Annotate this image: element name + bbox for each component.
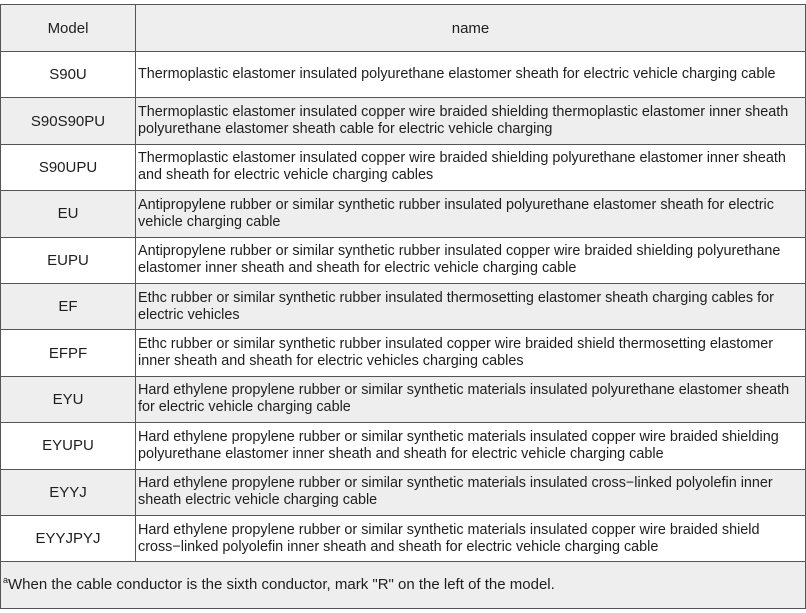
name-cell: Thermoplastic elastomer insulated polyurethane elastomer sheath for electric vehicle charging cable — [136, 52, 806, 98]
name-cell: Hard ethylene propylene rubber or similar synthetic materials insulated cross−linked polyolefin inner sheath electric vehicle charging cable — [136, 469, 806, 515]
cable-model-table — [0, 4, 806, 609]
name-cell: Hard ethylene propylene rubber or similar synthetic materials insulated polyurethane elastomer sheath for electric vehicle charging cable — [136, 376, 806, 422]
name-cell: Antipropylene rubber or similar synthetic rubber insulated polyurethane elastomer sheath for electric vehicle charging cable — [136, 191, 806, 237]
table-row — [1, 52, 806, 98]
table-header-row — [1, 5, 806, 52]
table-row — [1, 283, 806, 329]
table-row — [1, 144, 806, 190]
header-name: name — [136, 5, 806, 52]
name-cell: Thermoplastic elastomer insulated copper wire braided shielding polyurethane elastomer inner sheath and sheath for electric vehicle charging cables — [136, 144, 806, 190]
table-row — [1, 330, 806, 376]
table-row — [1, 98, 806, 144]
name-cell: Thermoplastic elastomer insulated copper wire braided shielding thermoplastic elastomer inner sheath polyurethane elastomer sheath cable for electric vehicle charging — [136, 98, 806, 144]
table-row — [1, 515, 806, 561]
name-cell: Ethc rubber or similar synthetic rubber insulated thermosetting elastomer sheath charging cables for electric vehicles — [136, 283, 806, 329]
name-cell: Hard ethylene propylene rubber or similar synthetic materials insulated copper wire braided shielding polyurethane elastomer inner sheath and sheath for electric vehicle charging cable — [136, 423, 806, 469]
footnote-marker: a — [3, 575, 9, 586]
table-row — [1, 376, 806, 422]
table-row — [1, 237, 806, 283]
footnote-cell — [1, 562, 806, 608]
model-cell: EU — [1, 191, 136, 237]
model-cell: EYYJPYJ — [1, 515, 136, 561]
header-model: Model — [1, 5, 136, 52]
model-cell: EYU — [1, 376, 136, 422]
name-cell: Hard ethylene propylene rubber or similar synthetic materials insulated copper wire braided shield cross−linked polyolefin inner sheath and sheath for electric vehicle charging cable — [136, 515, 806, 561]
table-row — [1, 423, 806, 469]
table-row — [1, 469, 806, 515]
table-row — [1, 191, 806, 237]
model-cell: EYUPU — [1, 423, 136, 469]
model-cell: S90S90PU — [1, 98, 136, 144]
name-cell: Antipropylene rubber or similar synthetic rubber insulated copper wire braided shielding polyurethane elastomer inner sheath and sheath for electric vehicle charging cable — [136, 237, 806, 283]
model-cell: EFPF — [1, 330, 136, 376]
name-cell: Ethc rubber or similar synthetic rubber insulated copper wire braided shield thermosetting elastomer inner sheath and sheath for electric vehicles charging cables — [136, 330, 806, 376]
model-cell: EYYJ — [1, 469, 136, 515]
model-cell: EUPU — [1, 237, 136, 283]
footnote-row — [1, 562, 806, 608]
model-cell: S90UPU — [1, 144, 136, 190]
model-cell: S90U — [1, 52, 136, 98]
model-cell: EF — [1, 283, 136, 329]
footnote-text: When the cable conductor is the sixth conductor, mark "R" on the left of the model. — [8, 576, 555, 594]
cable-model-table-container — [0, 4, 805, 609]
